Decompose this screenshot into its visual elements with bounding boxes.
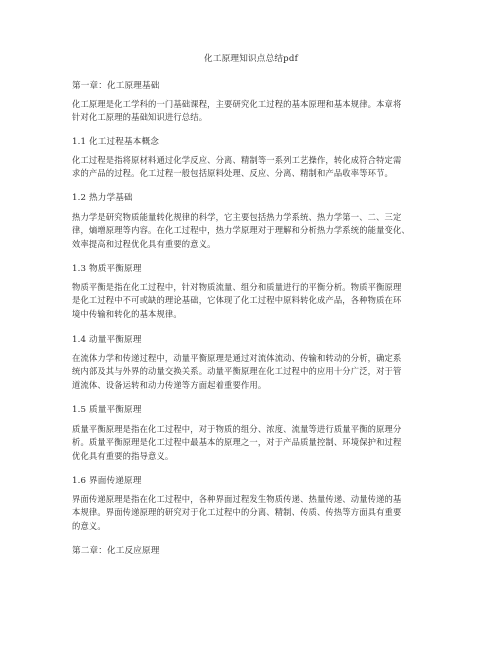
paragraph-line: 道流体、设备运转和动力传递等方面起着重要作用。	[72, 379, 267, 390]
section-heading-1-6: 1.6 界面传递原理	[72, 476, 142, 486]
paragraph-line: 境中传输和转化的基本规律。	[72, 308, 182, 319]
chapter-1-intro	[72, 98, 440, 125]
paragraph-line: 化工过程是指将原材料通过化学反应、分离、精制等一系列工艺操作，转化成符合特定需	[72, 155, 402, 165]
paragraph-line: 统内部及其与外界的动量交换关系。动量平衡原理在化工过程中的应用十分广泛，对于管	[72, 366, 402, 377]
section-paragraph-1-3	[72, 281, 440, 321]
paragraph-line: 的意义。	[72, 520, 106, 531]
paragraph-line: 质量平衡原理是指在化工过程中，对于物质的组分、浓度、流量等进行质量平衡的原理分	[72, 424, 402, 434]
document-title: 化工原理知识点总结pdf	[204, 54, 298, 64]
section-paragraph-1-4	[72, 352, 440, 392]
paragraph-line: 本规律。界面传递原理的研究对于化工过程中的分离、精制、传质、传热等方面具有重要	[72, 507, 402, 518]
section-paragraph-1-1	[72, 154, 440, 181]
paragraph-line: 针对化工原理的基础知识进行总结。	[72, 112, 208, 123]
chapter-2-heading: 第二章：化工反应原理	[72, 546, 160, 556]
section-paragraph-1-2	[72, 211, 440, 251]
paragraph-line: 是化工过程中不可或缺的理论基础，它体现了化工过程中原料转化成产品，各种物质在环	[72, 295, 402, 306]
paragraph-line: 优化具有重要的指导意义。	[72, 450, 174, 461]
section-paragraph-1-6	[72, 493, 440, 533]
paragraph-line: 在流体力学和传递过程中，动量平衡原理是通过对流体流动、传输和转动的分析，确定系	[72, 353, 402, 363]
section-heading-1-5: 1.5 质量平衡原理	[72, 405, 142, 415]
section-heading-1-4: 1.4 动量平衡原理	[72, 335, 142, 345]
paragraph-line: 效率提高和过程优化具有重要的意义。	[72, 238, 216, 249]
paragraph-line: 化工原理是化工学科的一门基础课程，主要研究化工过程的基本原理和基本规律。本章将	[72, 99, 402, 109]
paragraph-line: 析。质量平衡原理是化工过程中最基本的原理之一，对于产品质量控制、环境保护和过程	[72, 437, 402, 448]
section-paragraph-1-5	[72, 423, 440, 463]
paragraph-line: 热力学是研究物质能量转化规律的科学，它主要包括热力学系统、热力学第一、二、三定	[72, 212, 402, 222]
paragraph-line: 物质平衡是指在化工过程中，针对物质流量、组分和质量进行的平衡分析。物质平衡原理	[72, 282, 402, 292]
section-heading-1-2: 1.2 热力学基础	[72, 193, 133, 203]
section-heading-1-1: 1.1 化工过程基本概念	[72, 137, 159, 147]
section-heading-1-3: 1.3 物质平衡原理	[72, 264, 142, 274]
paragraph-line: 求的产品的过程。化工过程一般包括原料处理、反应、分离、精制和产品收率等环节。	[72, 168, 393, 179]
chapter-1-heading: 第一章：化工原理基础	[72, 81, 160, 91]
paragraph-line: 律，熵增原理等内容。在化工过程中，热力学原理对于理解和分析热力学系统的能量变化、	[72, 225, 410, 236]
paragraph-line: 界面传递原理是指在化工过程中，各种界面过程发生物质传递、热量传递、动量传递的基	[72, 494, 402, 504]
